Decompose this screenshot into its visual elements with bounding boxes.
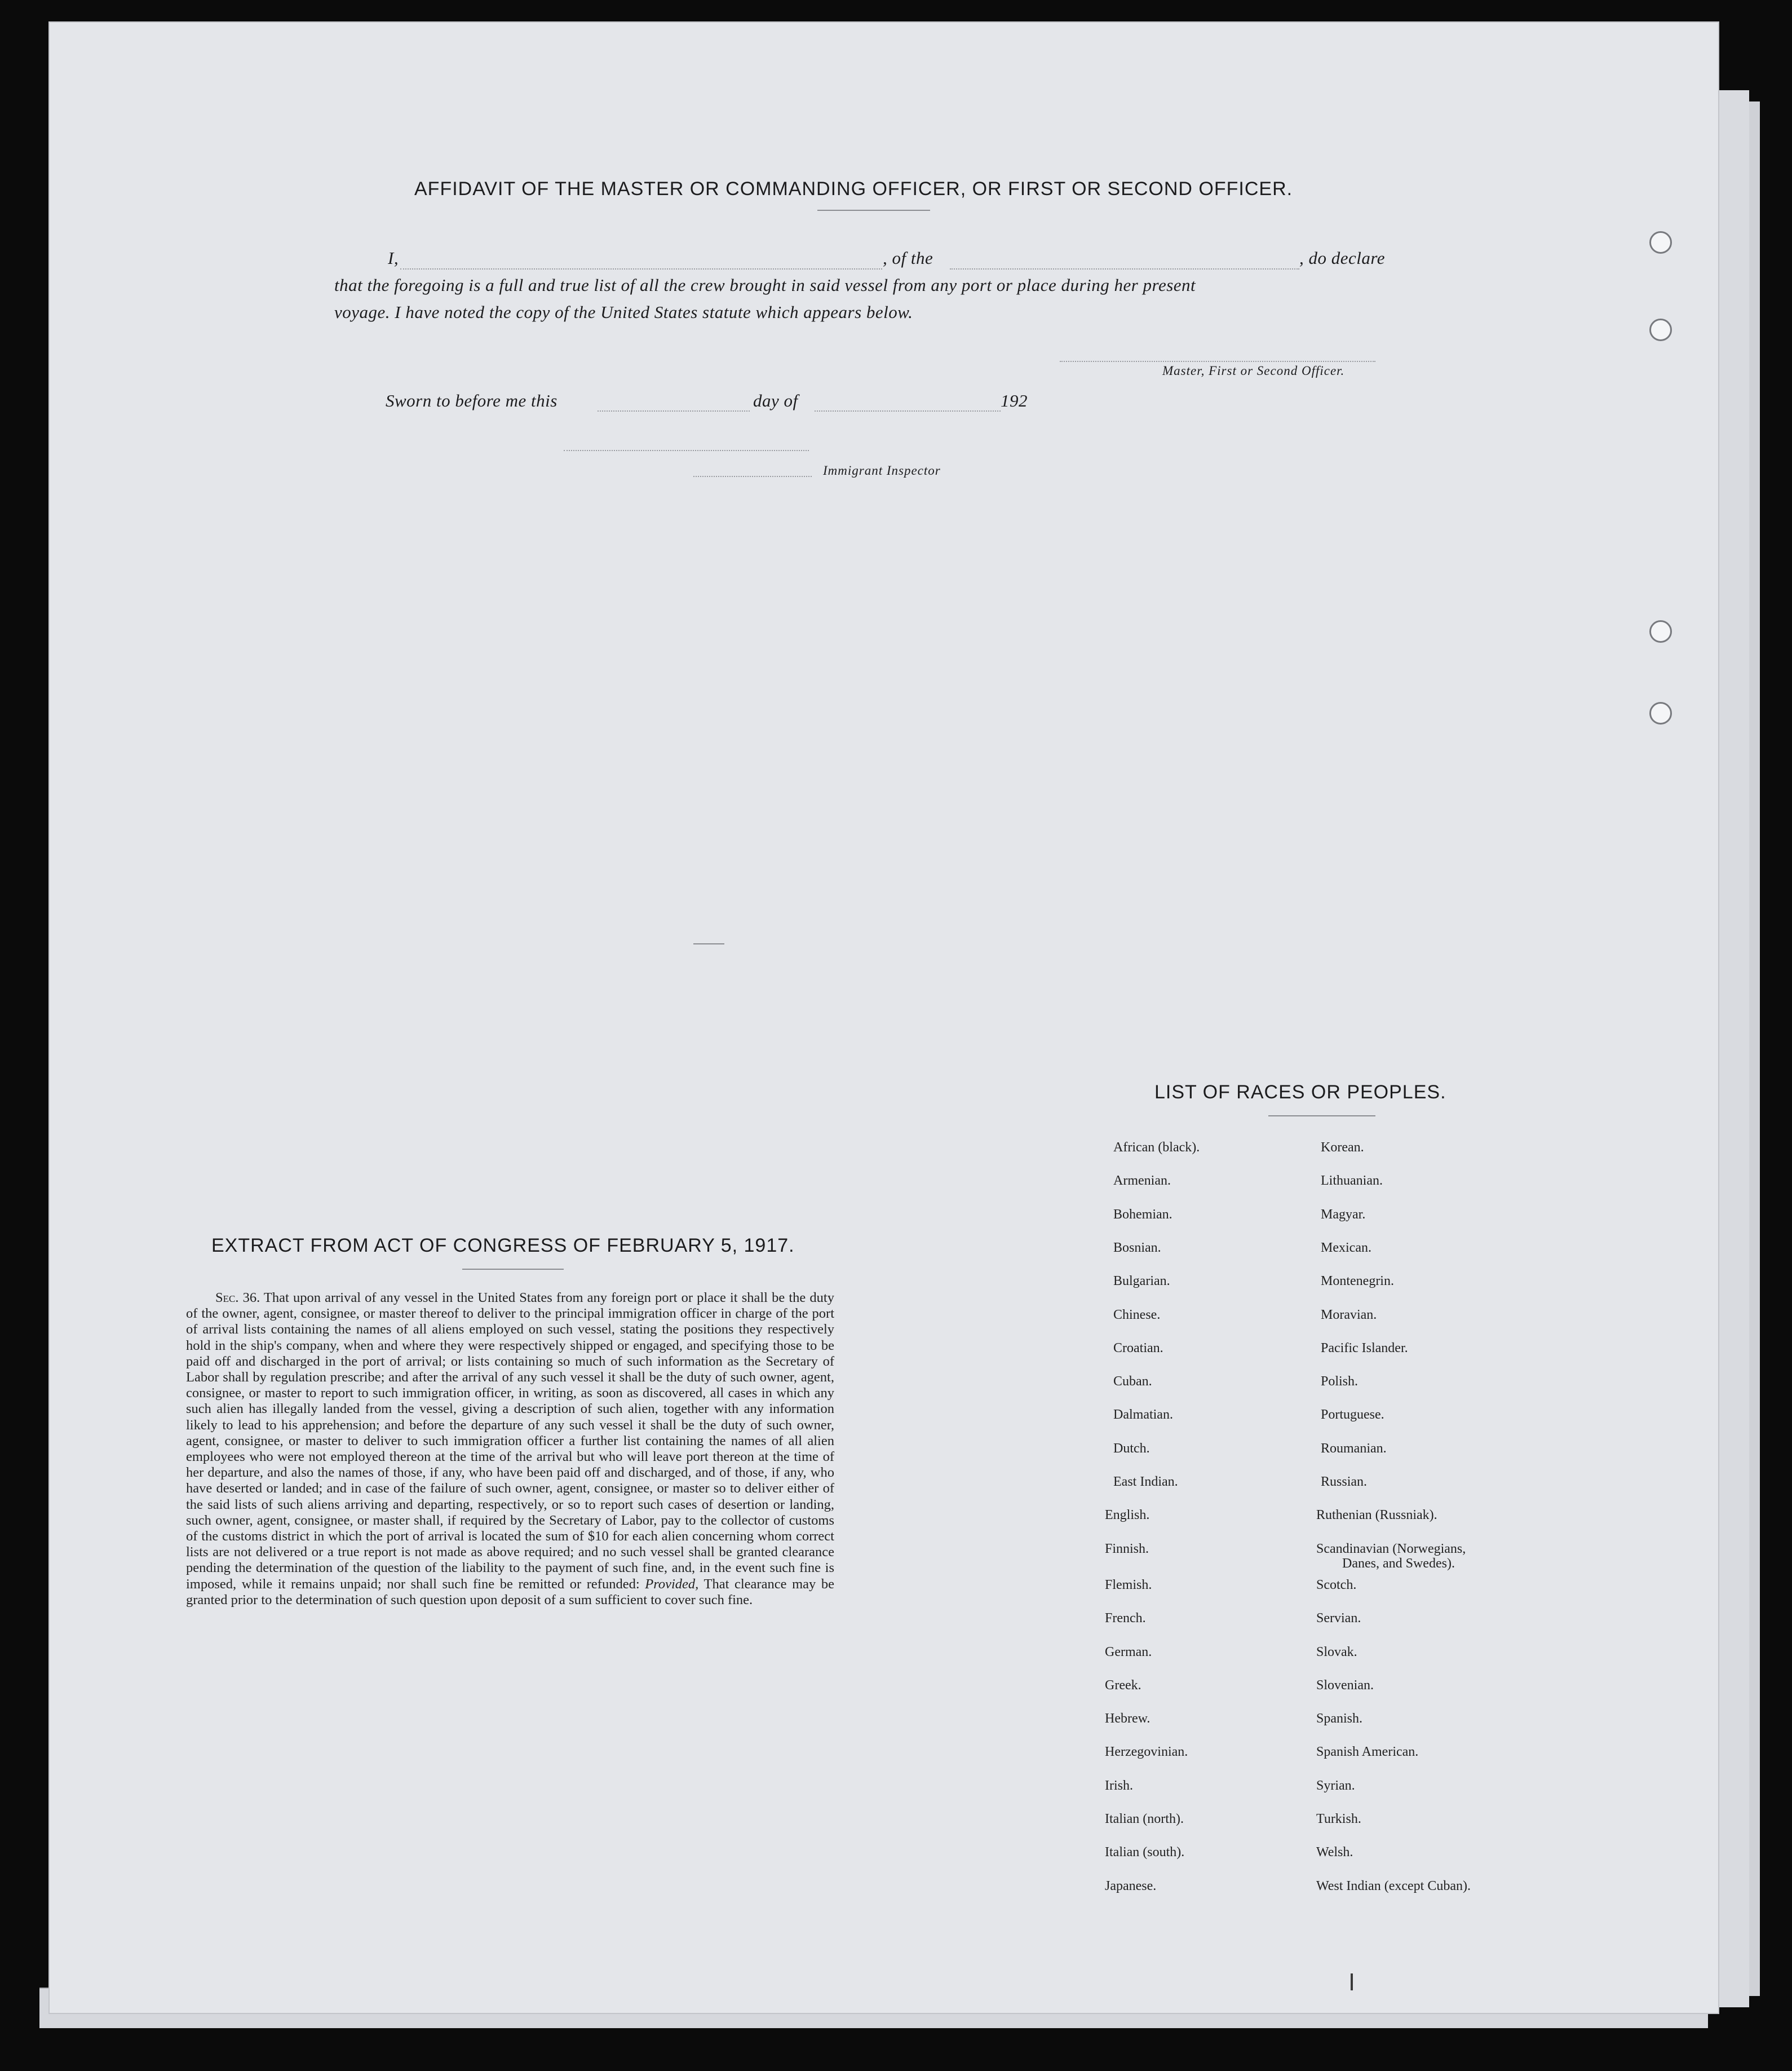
race-item: Hebrew. bbox=[1105, 1711, 1151, 1726]
statute-body: That upon arrival of any vessel in the United States from any foreign port or place it shall be the duty of the owner, agent, consignee, or master thereof to deliver to the principal immigration officer in charge of the port of arrival lists containing the names of all aliens employed on such vessel, stating the positions they respectively hold in the ship's company, when and where they were respectively shipped or engaged, and specifying those to be paid off and discharged in the port of arrival; or lists containing so much of such information as the Secretary of Labor shall by regulation prescribe; and after the arrival of any such vessel it shall be the duty of such owner, agent, consignee, or master to report to such immigration officer, in writing, as soon as discovered, all cases in which any such alien has illegally landed from the vessel, giving a description of such alien, together with any information likely to lead to his apprehension; and before the departure of any such vessel it shall be the duty of such owner, agent, consignee, or master to deliver to such immigration officer a further list containing the names of all alien employees who were not employed thereon at the time of the arrival but who will leave port thereon at the time of her departure, and also the names of those, if any, who have been paid off and discharged, and of those, if any, who have deserted or landed; and in case of the failure of such owner, agent, consignee, or master so to deliver either of the said lists of such aliens arriving and departing, respectively, or so to report such cases of desertion or landing, such owner, agent, consignee, or master shall, if required by the Secretary of Labor, pay to the collector of customs of the customs district in which the port of arrival is located the sum of $10 for each alien concerning whom correct lists are not delivered or a true report is not made as above required; and no such vessel shall be granted clearance pending the determination of the question of the liability to the payment of such fine, and, in the event such fine is imposed, while it remains unpaid; nor shall such fine be remitted or refunded: bbox=[186, 1290, 834, 1592]
race-item: Italian (south). bbox=[1105, 1845, 1185, 1860]
title-divider bbox=[817, 210, 930, 211]
race-item: East Indian. bbox=[1113, 1474, 1178, 1489]
race-item: Slovak. bbox=[1316, 1644, 1357, 1659]
sworn-day-field[interactable] bbox=[598, 410, 750, 412]
race-item: German. bbox=[1105, 1644, 1152, 1659]
race-item: Portuguese. bbox=[1321, 1407, 1384, 1423]
race-item: Dutch. bbox=[1113, 1441, 1150, 1456]
race-item: Finnish. bbox=[1105, 1541, 1149, 1556]
binder-hole-4 bbox=[1649, 702, 1672, 725]
race-item: Pacific Islander. bbox=[1321, 1340, 1408, 1355]
race-item: Italian (north). bbox=[1105, 1812, 1184, 1826]
race-item: Welsh. bbox=[1316, 1845, 1353, 1860]
affidavit-i: I, bbox=[388, 248, 399, 268]
race-item: Slovenian. bbox=[1316, 1677, 1374, 1693]
race-item: Scotch. bbox=[1316, 1577, 1357, 1592]
affidavit-of-the: , of the bbox=[883, 248, 933, 268]
race-item: Spanish American. bbox=[1316, 1745, 1419, 1760]
race-item: French. bbox=[1105, 1611, 1146, 1626]
race-item: Flemish. bbox=[1105, 1577, 1152, 1592]
affidavit-title: AFFIDAVIT OF THE MASTER OR COMMANDING OFFICER, OR FIRST OR SECOND OFFICER. bbox=[414, 178, 1293, 200]
sworn-month-field[interactable] bbox=[815, 410, 1001, 412]
race-item: Croatian. bbox=[1113, 1340, 1163, 1355]
binder-hole-1 bbox=[1649, 231, 1672, 254]
sworn-text: Sworn to before me this bbox=[386, 391, 557, 410]
race-item: Irish. bbox=[1105, 1778, 1133, 1793]
race-item: Mexican. bbox=[1321, 1240, 1371, 1255]
race-item: Ruthenian (Russniak). bbox=[1316, 1508, 1437, 1523]
race-item: Turkish. bbox=[1316, 1812, 1361, 1826]
extract-title: EXTRACT FROM ACT OF CONGRESS OF FEBRUARY 5, 1917. bbox=[211, 1235, 795, 1256]
race-item: Armenian. bbox=[1113, 1173, 1171, 1189]
race-item: Korean. bbox=[1321, 1140, 1364, 1155]
position-field[interactable] bbox=[950, 268, 1299, 270]
statute-text bbox=[186, 1290, 834, 1608]
race-item: Russian. bbox=[1321, 1474, 1368, 1489]
race-item: Greek. bbox=[1105, 1677, 1141, 1693]
race-item: Moravian. bbox=[1321, 1307, 1377, 1322]
race-item: Bulgarian. bbox=[1113, 1274, 1170, 1289]
race-item: African (black). bbox=[1113, 1140, 1200, 1155]
race-item: Servian. bbox=[1316, 1611, 1361, 1626]
race-item: Montenegrin. bbox=[1321, 1274, 1394, 1289]
race-item: Bohemian. bbox=[1113, 1207, 1172, 1222]
master-caption: Master, First or Second Officer. bbox=[1162, 364, 1345, 378]
name-field[interactable] bbox=[400, 268, 882, 270]
affidavit-line-2: that the foregoing is a full and true list of all the crew brought in said vessel from any port or place during her present bbox=[334, 275, 1196, 295]
race-item: Roumanian. bbox=[1321, 1441, 1387, 1456]
affidavit-declare: , do declare bbox=[1299, 248, 1386, 268]
binder-hole-3 bbox=[1649, 620, 1672, 643]
year-text: 192 bbox=[1001, 391, 1028, 410]
binder-hole-2 bbox=[1649, 319, 1672, 341]
races-title: LIST OF RACES OR PEOPLES. bbox=[1154, 1081, 1446, 1103]
extract-divider bbox=[462, 1269, 564, 1270]
race-item-continuation: Danes, and Swedes). bbox=[1342, 1556, 1455, 1571]
provided-label: Provided, bbox=[645, 1576, 699, 1592]
race-item: Japanese. bbox=[1105, 1878, 1157, 1893]
affidavit-line-3: voyage. I have noted the copy of the United States statute which appears below. bbox=[334, 302, 913, 322]
race-item: Chinese. bbox=[1113, 1307, 1161, 1322]
race-item: Scandinavian (Norwegians, bbox=[1316, 1541, 1466, 1556]
race-item: English. bbox=[1105, 1508, 1150, 1523]
race-item: Polish. bbox=[1321, 1374, 1359, 1389]
center-tick bbox=[693, 943, 724, 944]
race-item: Herzegovinian. bbox=[1105, 1745, 1188, 1760]
race-item: Syrian. bbox=[1316, 1778, 1355, 1793]
inspector-caption: Immigrant Inspector bbox=[823, 463, 941, 478]
race-item: Dalmatian. bbox=[1113, 1407, 1173, 1423]
races-divider bbox=[1268, 1115, 1375, 1116]
race-item: West Indian (except Cuban). bbox=[1316, 1878, 1471, 1893]
race-item: Cuban. bbox=[1113, 1374, 1152, 1389]
scan-mark bbox=[1351, 1973, 1353, 1990]
provided-text: That clearance may be granted prior to the determination of such question upon deposit of a sum sufficient to cover such fine. bbox=[186, 1576, 835, 1608]
section-label: Sec. 36. bbox=[215, 1290, 260, 1305]
race-item: Lithuanian. bbox=[1321, 1173, 1383, 1189]
race-item: Bosnian. bbox=[1113, 1240, 1161, 1255]
day-of-text: day of bbox=[753, 391, 798, 410]
inspector-signature-field-2[interactable] bbox=[693, 476, 812, 477]
race-item: Spanish. bbox=[1316, 1711, 1363, 1726]
inspector-signature-field-1[interactable] bbox=[564, 450, 809, 451]
race-item: Magyar. bbox=[1321, 1207, 1366, 1222]
master-signature-field[interactable] bbox=[1060, 361, 1375, 362]
